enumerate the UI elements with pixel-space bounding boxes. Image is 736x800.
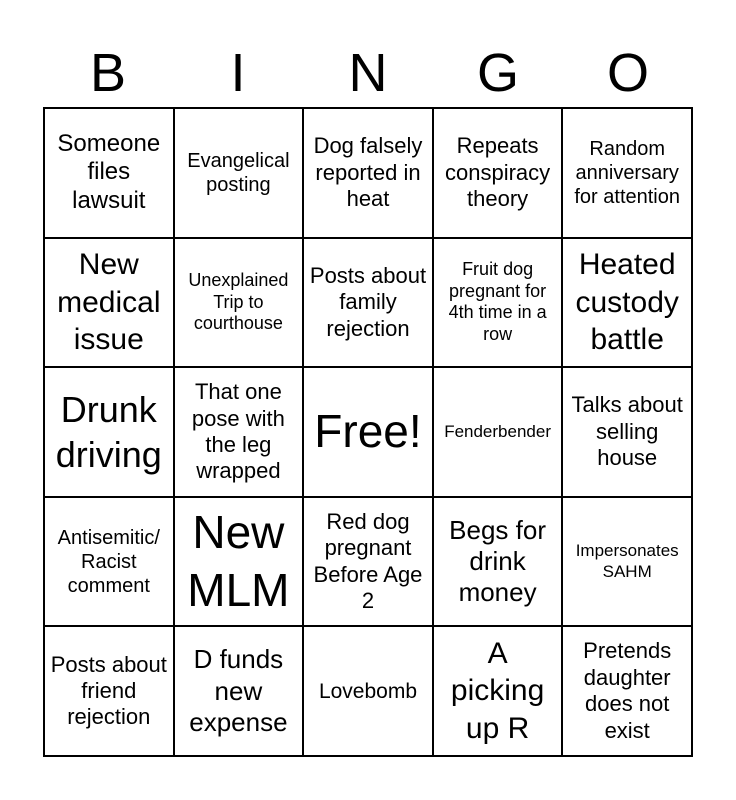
cell-label: D funds new expense [189, 644, 288, 737]
cell-label: Free! [314, 405, 422, 458]
cell-label: Pretends daughter does not exist [583, 638, 672, 743]
bingo-cell[interactable] [433, 497, 563, 627]
cell-label: Repeats conspiracy theory [445, 133, 551, 211]
header-letter-o: O [606, 43, 649, 103]
cell-label: A picking up R [450, 636, 545, 745]
cell-label: That one pose with the leg wrapped [191, 379, 285, 484]
cell-label: Fruit dog pregnant for 4th time in a row [448, 259, 547, 344]
cell-label: Heated custody battle [575, 248, 679, 357]
header-letter-g: G [476, 43, 519, 103]
bingo-cell[interactable] [433, 238, 563, 368]
cell-label: Fenderbender [444, 421, 551, 441]
header-letter-i: I [230, 43, 246, 103]
cell-label: Lovebomb [318, 679, 418, 703]
cell-label: Posts about friend rejection [50, 651, 167, 730]
bingo-header [43, 38, 693, 108]
cell-label: Red dog pregnant Before Age 2 [313, 508, 423, 613]
cell-label: Talks about selling house [571, 392, 683, 471]
bingo-cell[interactable] [562, 497, 692, 627]
cell-label: Random anniversary for attention [574, 137, 680, 208]
bingo-cell[interactable] [174, 497, 304, 627]
header-letter-b: B [89, 43, 127, 103]
cell-label: Begs for drink money [449, 514, 546, 608]
cell-label: Antisemitic/ Racist comment [57, 526, 160, 597]
cell-label: Impersonates SAHM [575, 541, 679, 581]
cell-label: Someone files lawsuit [57, 129, 161, 215]
bingo-cell[interactable] [433, 108, 563, 238]
header-letter-n: N [348, 43, 388, 103]
bingo-cell[interactable] [562, 238, 692, 368]
bingo-cell[interactable] [562, 367, 692, 497]
bingo-cell[interactable] [174, 626, 304, 756]
bingo-cell[interactable] [44, 367, 174, 497]
bingo-board [43, 107, 693, 757]
free-space-cell[interactable] [303, 367, 433, 497]
bingo-cell[interactable] [44, 238, 174, 368]
bingo-cell[interactable] [303, 238, 433, 368]
bingo-cell[interactable] [562, 626, 692, 756]
bingo-cell[interactable] [174, 367, 304, 497]
bingo-cell[interactable] [303, 626, 433, 756]
bingo-cell[interactable] [303, 108, 433, 238]
cell-label: Drunk driving [55, 388, 162, 475]
bingo-cell[interactable] [174, 238, 304, 368]
bingo-cell[interactable] [433, 367, 563, 497]
cell-label: Dog falsely reported in heat [313, 133, 423, 211]
cell-label: New MLM [187, 506, 290, 616]
bingo-cell[interactable] [303, 497, 433, 627]
cell-label: Unexplained Trip to courthouse [188, 270, 289, 334]
bingo-cell[interactable] [44, 108, 174, 238]
bingo-cell[interactable] [174, 108, 304, 238]
bingo-cell[interactable] [562, 108, 692, 238]
cell-label: Evangelical posting [187, 149, 290, 196]
bingo-cell[interactable] [44, 497, 174, 627]
bingo-cell[interactable] [44, 626, 174, 756]
cell-label: Posts about family rejection [309, 262, 427, 341]
bingo-cell[interactable] [433, 626, 563, 756]
cell-label: New medical issue [57, 248, 161, 357]
